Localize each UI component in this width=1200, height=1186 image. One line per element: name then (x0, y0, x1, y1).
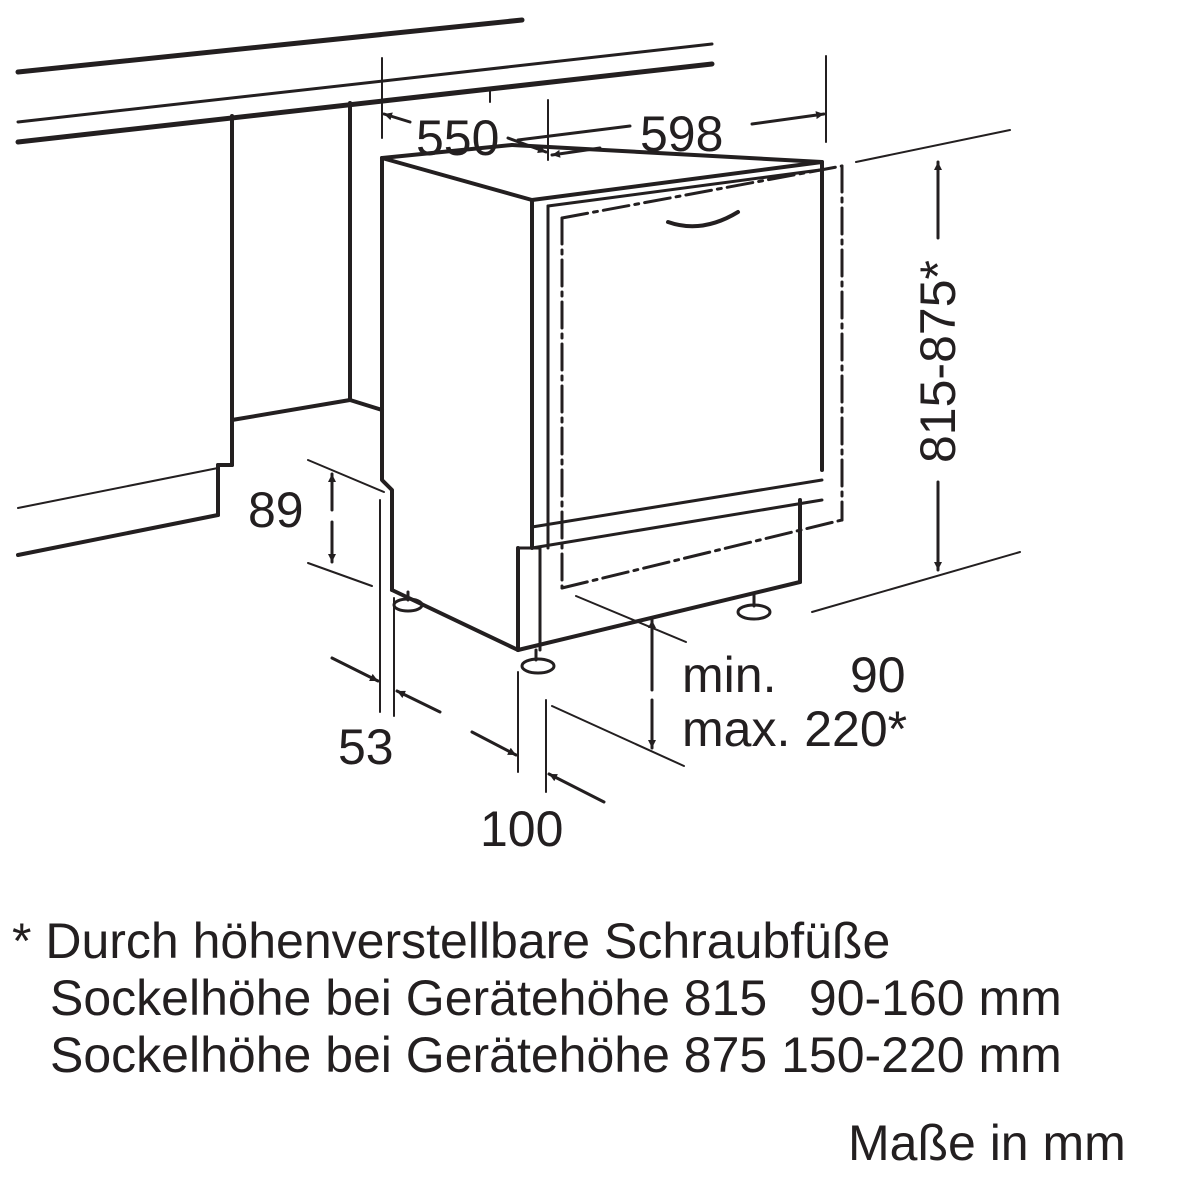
plinth-min-value: 90 (850, 647, 906, 703)
height-range-label: 815-875* (910, 260, 966, 463)
adjacent-cabinet (18, 103, 382, 555)
note-line-1: * Durch höhenverstellbare Schraubfüße (12, 913, 891, 969)
plinth-height-dimension (552, 596, 686, 766)
recess-height-label: 89 (248, 482, 304, 538)
units-label: Maße in mm (848, 1115, 1126, 1171)
dishwasher-body (382, 145, 822, 673)
front-offset-dimension (472, 672, 604, 802)
plinth-max-label: max. 220* (682, 701, 908, 757)
front-offset-label: 100 (480, 801, 564, 857)
side-offset-dimension (332, 500, 440, 716)
width-label: 598 (640, 106, 724, 162)
worktop (18, 20, 712, 142)
recess-dimension (308, 460, 384, 586)
note-line-3: Sockelhöhe bei Gerätehöhe 875 150-220 mm (50, 1027, 1062, 1083)
plinth-min-label: min. (682, 647, 777, 703)
depth-label: 550 (416, 110, 500, 166)
side-offset-label: 53 (338, 719, 394, 775)
note-line-2: Sockelhöhe bei Gerätehöhe 815 90-160 mm (50, 970, 1062, 1026)
